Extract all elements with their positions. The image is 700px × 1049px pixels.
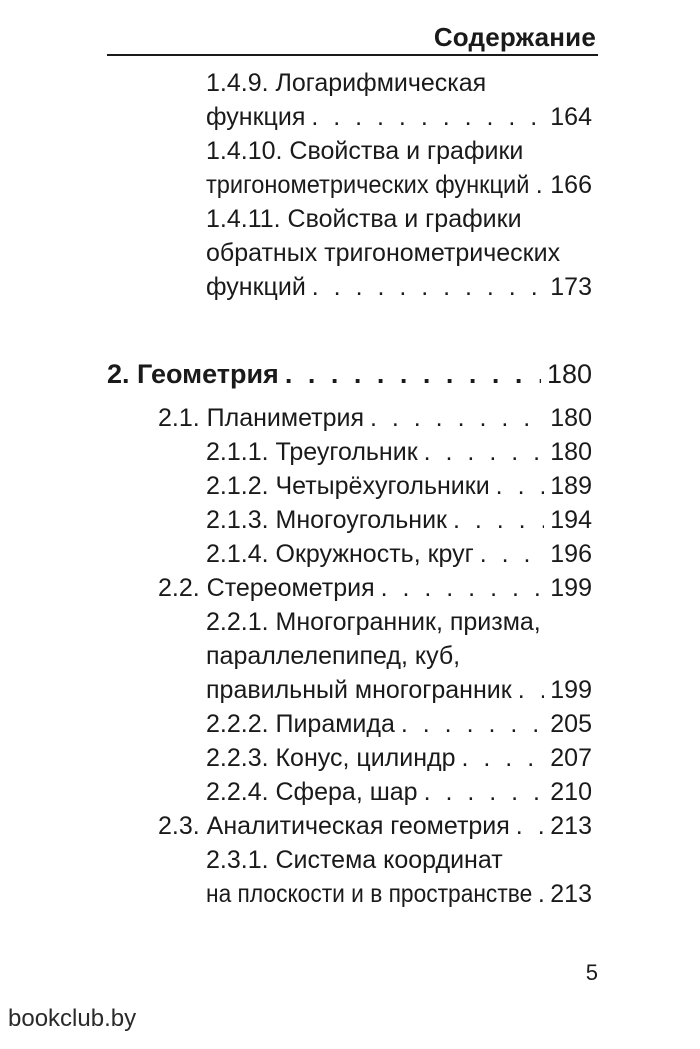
page-number: 5 (585, 960, 598, 985)
leader-dots (496, 469, 545, 503)
leader-dots (311, 100, 544, 134)
toc-entry-title: функция (206, 103, 306, 131)
toc-entry-title: 2.2.3. Конус, цилиндр (206, 744, 456, 772)
toc-entry-2-3-1-line1: 2.3.1. Система координат (206, 846, 503, 874)
leader-dots (381, 571, 545, 605)
toc-entry-title: 2.1.2. Четырёхугольники (206, 472, 490, 500)
toc-entry-page: 194 (550, 506, 592, 534)
toc-entry-title: 2.3. Аналитическая геометрия (158, 812, 510, 840)
toc-entry-page: 166 (550, 171, 592, 199)
toc-entry-page: 213 (550, 812, 592, 840)
leader-dots (516, 809, 544, 843)
leader-dots (424, 435, 545, 469)
toc-entry-title: тригонометрических функций (206, 171, 530, 199)
toc-entry-page: 205 (550, 710, 592, 738)
toc-entry-1-4-10[interactable] (206, 168, 592, 202)
toc-entry-1-4-9[interactable] (206, 100, 592, 134)
leader-dots (536, 168, 545, 202)
toc-entry-page: 180 (546, 359, 592, 389)
leader-dots (480, 537, 545, 571)
toc-entry-1-4-11-line2: обратных тригонометрических (206, 239, 561, 267)
toc-entry-2-1[interactable] (158, 401, 592, 435)
toc-entry-page: 180 (550, 438, 592, 466)
toc-entry-title: на плоскости и в пространстве (206, 880, 533, 908)
toc-entry-title: 2.1.3. Многоугольник (206, 506, 447, 534)
toc-entry-1-4-9-line1: 1.4.9. Логарифмическая (206, 69, 487, 97)
toc-entry-2-1-4[interactable] (206, 537, 592, 571)
toc-entry-title: 2.1.4. Окружность, круг (206, 540, 474, 568)
toc-entry-2-2-2[interactable] (206, 707, 592, 741)
toc-entry-title: 2.2.2. Пирамида (206, 710, 395, 738)
leader-dots (285, 357, 541, 391)
leader-dots (538, 877, 544, 911)
toc-entry-page: 189 (550, 472, 592, 500)
toc-entry-2-1-3[interactable] (206, 503, 592, 537)
toc-entry-page: 207 (550, 744, 592, 772)
toc-entry-title: правильный многогранник (206, 676, 512, 704)
toc-entry-page: 164 (550, 103, 592, 131)
toc-entry-page: 196 (550, 540, 592, 568)
leader-dots (370, 401, 544, 435)
toc-entry-2-2-4[interactable] (206, 775, 592, 809)
leader-dots (462, 741, 545, 775)
toc-entry-1-4-11-line1: 1.4.11. Свойства и графики (206, 205, 522, 233)
leader-dots (518, 673, 545, 707)
header-rule (107, 54, 598, 56)
leader-dots (453, 503, 544, 537)
toc-entry-title: 2.1. Планиметрия (158, 404, 364, 432)
toc-entry-page: 180 (550, 404, 592, 432)
toc-entry-1-4-10-line1: 1.4.10. Свойства и графики (206, 137, 524, 165)
toc-entry-2-3-1[interactable] (206, 877, 592, 911)
toc-entry-page: 173 (550, 273, 592, 301)
toc-entry-2-3[interactable] (158, 809, 592, 843)
toc-entry-page: 210 (550, 778, 592, 806)
toc-entry-title: 2.1.1. Треугольник (206, 438, 418, 466)
watermark: bookclub.by (8, 1005, 137, 1032)
toc-entry-2-2-1[interactable] (206, 673, 592, 707)
toc-entry-2-2-1-line1: 2.2.1. Многогранник, призма, (206, 608, 541, 636)
toc-entry-title: 2. Геометрия (107, 359, 279, 389)
toc-entry-page: 199 (550, 574, 592, 602)
toc-chapter-2[interactable] (107, 357, 592, 391)
running-header-title: Содержание (433, 22, 596, 52)
toc-entry-2-1-1[interactable] (206, 435, 592, 469)
toc-entry-title: 2.2. Стереометрия (158, 574, 375, 602)
toc-entry-title: функций (206, 273, 306, 301)
toc-entry-2-1-2[interactable] (206, 469, 592, 503)
leader-dots (424, 775, 545, 809)
toc-entry-page: 199 (550, 676, 592, 704)
toc-entry-2-2[interactable] (158, 571, 592, 605)
toc-entry-2-2-1-line2: параллелепипед, куб, (206, 642, 461, 670)
toc-entry-page: 213 (550, 880, 592, 908)
toc-entry-title: 2.2.4. Сфера, шар (206, 778, 418, 806)
leader-dots (312, 270, 545, 304)
toc-entry-1-4-11[interactable] (206, 270, 592, 304)
leader-dots (401, 707, 544, 741)
toc-entry-2-2-3[interactable] (206, 741, 592, 775)
